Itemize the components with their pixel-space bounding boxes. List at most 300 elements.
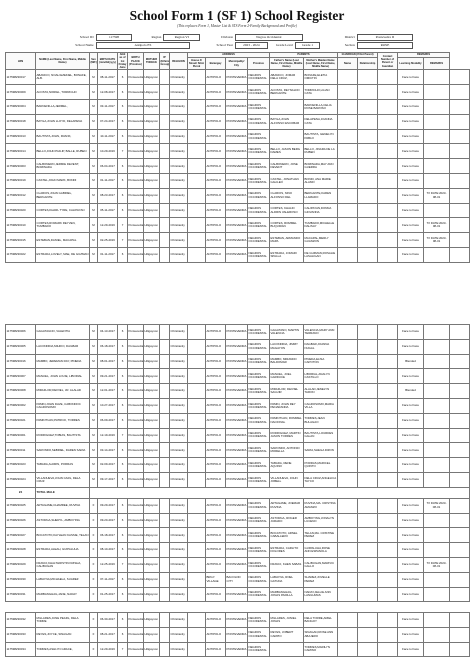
birthplace-cell: Pontevedra	[128, 472, 144, 487]
extra-remark-cell	[450, 129, 470, 144]
mother-cell: AMBOYING,JONALYN LUCENO	[304, 513, 338, 528]
mother-cell: TORRES,JEAN BULAGAO	[304, 413, 338, 428]
modality-cell: Face to Face	[398, 498, 424, 513]
birthdate-cell: 01-11-2017	[98, 248, 118, 263]
guardian-name-cell	[338, 587, 358, 602]
name-cell: TABADA,ALDRIN, PORRAS	[36, 458, 90, 473]
father-cell: MARBANGHAG, JONAS PADILLA	[270, 587, 304, 602]
sex-cell: M	[90, 384, 98, 399]
ip-cell	[160, 203, 170, 218]
birthplace-cell: Pontevedra	[128, 325, 144, 340]
modality-cell: Face to Face	[398, 218, 424, 233]
name-cell: TORRES,ASHLYN GRACE,	[36, 642, 90, 657]
contact-cell	[378, 174, 398, 189]
city-cell: PONTEVEDRA	[226, 159, 248, 174]
religion-cell: Christianity	[170, 572, 188, 587]
birthplace-cell: Pontevedra	[128, 528, 144, 543]
city-cell: PONTEVEDRA	[226, 513, 248, 528]
city-cell: PONTEVEDRA	[226, 613, 248, 628]
father-cell: CORTES, ROMMEL BUQUIRAN	[270, 218, 304, 233]
relationship-cell	[358, 458, 378, 473]
barangay-cell: ANTIPOLO	[206, 354, 226, 369]
barangay-cell: ANTIPOLO	[206, 159, 226, 174]
mother-cell: DAGBAR,JOANNA NUGAL	[304, 339, 338, 354]
mother-tongue-cell: Hiligaynon	[144, 572, 160, 587]
city-cell: PONTEVEDRA	[226, 528, 248, 543]
section-label: Section	[344, 43, 355, 47]
lrn-cell: 117598230017	[6, 70, 36, 85]
contact-cell	[378, 557, 398, 572]
remark-cell	[424, 513, 450, 528]
ip-cell	[160, 85, 170, 100]
mother-tongue-cell: Hiligaynon	[144, 129, 160, 144]
extra-remark-cell	[450, 528, 470, 543]
province-cell: NEGROS OCCIDENTAL	[248, 248, 270, 263]
street-cell	[188, 144, 206, 159]
age-cell: 6	[118, 627, 128, 642]
religion-cell: Christianity	[170, 188, 188, 203]
birthdate-cell: 09-17-2017	[98, 472, 118, 487]
birthplace-cell: Pontevedra	[128, 85, 144, 100]
religion-cell: Christianity	[170, 203, 188, 218]
mother-cell: RUVINA,MA. CRISTINA AMANZO	[304, 498, 338, 513]
street-cell	[188, 572, 206, 587]
name-cell: CASTEL,JOHN MARK, BONDI	[36, 174, 90, 189]
table-row	[6, 572, 470, 587]
street-cell	[188, 498, 206, 513]
age-cell: 6	[118, 543, 128, 558]
col-sex: Sex (M/F)	[90, 53, 98, 70]
modality-cell: Face to Face	[398, 159, 424, 174]
guardian-name-cell	[338, 413, 358, 428]
lrn-cell: 117598230009	[6, 85, 36, 100]
school-info-row-1	[53, 33, 413, 41]
guardian-name-cell	[338, 85, 358, 100]
grade-label: Grade Level	[276, 43, 293, 47]
relationship-cell	[358, 384, 378, 399]
col-relationship: Relationship	[358, 57, 378, 70]
lrn-cell: 117598230029	[6, 557, 36, 572]
relationship-cell	[358, 513, 378, 528]
barangay-cell: ANTIPOLO	[206, 174, 226, 189]
modality-cell: Face to Face	[398, 398, 424, 413]
street-cell	[188, 528, 206, 543]
table-row	[6, 413, 470, 428]
guardian-name-cell	[338, 369, 358, 384]
ip-cell	[160, 188, 170, 203]
table-row	[6, 114, 470, 129]
province-cell: NEGROS OCCIDENTAL	[248, 369, 270, 384]
province-cell: NEGROS OCCIDENTAL	[248, 543, 270, 558]
barangay-cell: ANTIPOLO	[206, 398, 226, 413]
name-cell: BAUTISTA,JOHN, FRANK,	[36, 129, 90, 144]
religion-cell: Christianity	[170, 458, 188, 473]
birthplace-cell: Pontevedra	[128, 354, 144, 369]
guardian-name-cell	[338, 144, 358, 159]
guardian-name-cell	[338, 384, 358, 399]
street-cell	[188, 557, 206, 572]
extra-remark-cell	[450, 114, 470, 129]
father-cell: LABAYNA, ROEL GATUDA	[270, 572, 304, 587]
remark-cell	[424, 129, 450, 144]
section-value: ROSE	[357, 42, 413, 49]
religion-cell: Christianity	[170, 70, 188, 85]
birthdate-cell: 06-09-2017	[98, 413, 118, 428]
age-cell: 6	[118, 129, 128, 144]
mother-cell: PORRAS,MARICEL QUINTO	[304, 458, 338, 473]
father-cell: TABADA, RENE AQUINO	[270, 458, 304, 473]
father-cell: MILLARES, JUNIEL JONAS	[270, 613, 304, 628]
province-cell: NEGROS OCCIDENTAL	[248, 129, 270, 144]
guardian-name-cell	[338, 642, 358, 657]
father-cell: MIRAFLOR, DEIVIEL SAGUIR	[270, 384, 304, 399]
contact-cell	[378, 248, 398, 263]
father-cell: BOCATOTO, ARNEL CABALLERO	[270, 528, 304, 543]
age-cell: 6	[118, 114, 128, 129]
ip-cell	[160, 528, 170, 543]
city-cell: PONTEVEDRA	[226, 174, 248, 189]
birthdate-cell: 06-18-2017	[98, 339, 118, 354]
mother-tongue-cell: Hiligaynon	[144, 203, 160, 218]
street-cell	[188, 70, 206, 85]
age-cell: 6	[118, 472, 128, 487]
province-cell: NEGROS OCCIDENTAL	[248, 325, 270, 340]
age-cell: 6	[118, 613, 128, 628]
contact-cell	[378, 114, 398, 129]
birthplace-cell: Pontevedra	[128, 398, 144, 413]
lrn-cell: 117598230031	[6, 587, 36, 602]
province-cell: NEGROS OCCIDENTAL	[248, 114, 270, 129]
religion-cell: Christianity	[170, 248, 188, 263]
name-cell: GAGATAGNO, VALENTIA	[36, 325, 90, 340]
relationship-cell	[358, 114, 378, 129]
mother-tongue-cell: Hiligaynon	[144, 144, 160, 159]
name-cell: MANUEL, JOHN LOUIE, LIBORIAL	[36, 369, 90, 384]
register-table-middle	[5, 324, 470, 602]
remark-cell: T/I DATE:2023-08-31	[424, 233, 450, 248]
mother-cell: TORRES,MARILYN CAMINO	[304, 642, 338, 657]
city-cell: PONTEVEDRA	[226, 587, 248, 602]
street-cell	[188, 203, 206, 218]
street-cell	[188, 129, 206, 144]
remark-cell	[424, 528, 450, 543]
lrn-cell: 117598230034	[6, 642, 36, 657]
province-cell: NEGROS OCCIDENTAL	[248, 398, 270, 413]
register-table-bottom	[5, 612, 470, 657]
father-cell: RODRIGUEZ, MARTIN JASON TORRES	[270, 428, 304, 443]
mother-cell: CALIPAYAN,DONNA GIOVANNA	[304, 203, 338, 218]
birthdate-cell: 07-24-2017	[98, 114, 118, 129]
guardian-name-cell	[338, 627, 358, 642]
mother-cell: BONDI, ANA MARIE ALAMO	[304, 174, 338, 189]
sex-cell: M	[90, 70, 98, 85]
mother-cell: DELA CRUZ,ANGELICA TAYCO	[304, 472, 338, 487]
sex-cell: F	[90, 528, 98, 543]
col-name: NAME (Last Name, First Name, Middle Name)	[36, 53, 90, 70]
ip-cell	[160, 218, 170, 233]
remark-cell	[424, 144, 450, 159]
birthdate-cell: 03-11-2017	[98, 100, 118, 115]
extra-remark-cell	[450, 587, 470, 602]
street-cell	[188, 85, 206, 100]
age-cell: 6	[118, 339, 128, 354]
father-cell: SARONDO, ANTONIO MORELLA	[270, 443, 304, 458]
ip-cell	[160, 398, 170, 413]
religion-cell: Christianity	[170, 325, 188, 340]
religion-cell: Christianity	[170, 114, 188, 129]
barangay-cell: ANTIPOLO	[206, 114, 226, 129]
birthplace-cell: Pontevedra	[128, 498, 144, 513]
lrn-cell: 117598230002	[6, 398, 36, 413]
relationship-cell	[358, 543, 378, 558]
table-row	[6, 174, 470, 189]
name-cell: PAMINTUAN,PATRICK, TORRES	[36, 413, 90, 428]
remark-cell	[424, 428, 450, 443]
extra-remark-cell	[450, 354, 470, 369]
age-cell: 7	[118, 218, 128, 233]
district-label: District	[344, 35, 355, 39]
mother-cell: VALENCIA,MARY ANN TERRANO	[304, 325, 338, 340]
barangay-cell: ANTIPOLO	[206, 472, 226, 487]
province-cell: NEGROS OCCIDENTAL	[248, 188, 270, 203]
father-cell: BATILA,JOHN ALFONSO ESCOBAR	[270, 114, 304, 129]
sex-cell: M	[90, 100, 98, 115]
barangay-cell: ANTIPOLO	[206, 129, 226, 144]
mother-tongue-cell: Hiligaynon	[144, 188, 160, 203]
guardian-name-cell	[338, 114, 358, 129]
guardian-name-cell	[338, 528, 358, 543]
mother-tongue-cell: Hiligaynon	[144, 557, 160, 572]
division-value: Negros Occidental	[235, 34, 303, 41]
contact-cell	[378, 203, 398, 218]
relationship-cell	[358, 369, 378, 384]
grade-value: Grade 1	[295, 42, 320, 49]
sex-cell: F	[90, 587, 98, 602]
street-cell	[188, 613, 206, 628]
age-cell: 6	[118, 100, 128, 115]
birthdate-cell: 03-14-2017	[98, 443, 118, 458]
name-cell: ACOSTA,NORIEL, TORRICHO	[36, 85, 90, 100]
guardian-name-cell	[338, 129, 358, 144]
relationship-cell	[358, 498, 378, 513]
mother-tongue-cell: Hiligaynon	[144, 325, 160, 340]
contact-cell	[378, 339, 398, 354]
father-cell: ESTRADA, JOMARI SPALLA	[270, 248, 304, 263]
remark-cell: T/I DATE:2023-08-31	[424, 498, 450, 513]
barangay-cell: ANTIPOLO	[206, 188, 226, 203]
father-cell: ARTAGAME, JOEMAR RUVINA	[270, 498, 304, 513]
birthdate-cell: 12-29-2016	[98, 642, 118, 657]
mother-tongue-cell: Hiligaynon	[144, 472, 160, 487]
extra-remark-cell	[450, 458, 470, 473]
mother-tongue-cell: Hiligaynon	[144, 218, 160, 233]
province-cell: NEGROS OCCIDENTAL	[248, 627, 270, 642]
contact-cell	[378, 398, 398, 413]
father-cell: MANUEL, JOEL GARDUCE	[270, 369, 304, 384]
mother-cell: MACAPAL,MERLY GUANZON	[304, 233, 338, 248]
mother-tongue-cell: Hiligaynon	[144, 587, 160, 602]
city-cell: PONTEVEDRA	[226, 339, 248, 354]
school-name-label: School Name	[75, 43, 94, 47]
province-cell: NEGROS OCCIDENTAL	[248, 413, 270, 428]
birthdate-cell: 07-11-2017	[98, 572, 118, 587]
extra-remark-cell	[450, 174, 470, 189]
barangay-cell: ANTIPOLO	[206, 339, 226, 354]
contact-cell	[378, 472, 398, 487]
barangay-cell: ANTIPOLO	[206, 613, 226, 628]
city-cell: PONTEVEDRA	[226, 203, 248, 218]
guardian-name-cell	[338, 428, 358, 443]
col-city: Municipality/ City	[226, 57, 248, 70]
extra-remark-cell	[450, 369, 470, 384]
sex-cell: M	[90, 129, 98, 144]
name-cell: MIRAFLOR,DEIVIEL, JR. ALALAD	[36, 384, 90, 399]
birthplace-cell: Pontevedra	[128, 188, 144, 203]
mother-cell: GUIPALUHA,ROSE ANN ESPANOLA	[304, 543, 338, 558]
lrn-cell: 117598230019	[6, 174, 36, 189]
name-cell: SARONDO,SEBRIEL, DAREN SARIA	[36, 443, 90, 458]
name-cell: PAMIN,JOHN DAVE, CABONDOC CAGROSOMO	[36, 398, 90, 413]
extra-remark-cell	[450, 398, 470, 413]
group-remarks: REMARKS	[398, 53, 450, 58]
modality-cell: Face to Face	[398, 114, 424, 129]
street-cell	[188, 325, 206, 340]
religion-cell: Christianity	[170, 144, 188, 159]
street-cell	[188, 458, 206, 473]
guardian-name-cell	[338, 513, 358, 528]
extra-remark-cell	[450, 472, 470, 487]
father-cell: PAMINTUAN, ROMMEL NACIONAL	[270, 413, 304, 428]
province-cell: NEGROS OCCIDENTAL	[248, 384, 270, 399]
page-subtitle: (This replaces Form 1, Master List & STS Form 2-Family Background and Profile)	[177, 24, 297, 28]
province-cell: NEGROS OCCIDENTAL	[248, 159, 270, 174]
col-age: AGE as of 1st Friday June	[118, 53, 127, 70]
table-row	[6, 498, 470, 513]
father-cell: PAMIN, JOHN REY PENARANDA	[270, 398, 304, 413]
table-row	[6, 129, 470, 144]
religion-cell: Christianity	[170, 129, 188, 144]
city-cell: PONTEVEDRA	[226, 642, 248, 657]
province-cell: NEGROS OCCIDENTAL	[248, 85, 270, 100]
street-cell	[188, 174, 206, 189]
lrn-cell: 117598230030	[6, 572, 36, 587]
birthdate-cell: 04-13-2017	[98, 325, 118, 340]
mother-cell: BARCENILLA,CELIA ROSE BAROSO	[304, 100, 338, 115]
birthdate-cell: 08-01-2017	[98, 354, 118, 369]
name-cell: BOCATOTO,KAYLEAN KASSIE, TELAN	[36, 528, 90, 543]
ip-cell	[160, 384, 170, 399]
extra-remark-cell	[450, 513, 470, 528]
extra-remark-cell	[450, 85, 470, 100]
province-cell: NEGROS OCCIDENTAL	[248, 513, 270, 528]
lrn-cell: 117598230006	[6, 325, 36, 340]
table-row	[6, 188, 470, 203]
relationship-cell	[358, 248, 378, 263]
religion-cell: Christianity	[170, 428, 188, 443]
city-cell: PONTEVEDRA	[226, 218, 248, 233]
religion-cell: Christianity	[170, 627, 188, 642]
barangay-cell: ANTIPOLO	[206, 443, 226, 458]
sex-cell: M	[90, 354, 98, 369]
birthdate-cell: 12-19-2016	[98, 428, 118, 443]
extra-remark-cell	[450, 413, 470, 428]
barangay-cell: ANTIPOLO	[206, 369, 226, 384]
modality-cell: Face to Face	[398, 572, 424, 587]
relationship-cell	[358, 144, 378, 159]
ip-cell	[160, 233, 170, 248]
region-value: Region VI	[163, 34, 200, 41]
relationship-cell	[358, 85, 378, 100]
mother-tongue-cell: Hiligaynon	[144, 369, 160, 384]
table-row	[6, 513, 470, 528]
ip-cell	[160, 413, 170, 428]
col-father: Father's Name (Last Name, First Name, Middle Name)	[270, 58, 303, 69]
extra-remark-cell	[450, 543, 470, 558]
city-cell: PONTEVEDRA	[226, 248, 248, 263]
school-info-header	[53, 33, 413, 49]
table-row	[6, 369, 470, 384]
birthdate-cell: 01-25-2017	[98, 587, 118, 602]
birthplace-cell: Pontevedra	[128, 557, 144, 572]
guardian-name-cell	[338, 498, 358, 513]
contact-cell	[378, 129, 398, 144]
col-contact: Contact Number of Parent or Guardian	[378, 53, 398, 70]
religion-cell: Christianity	[170, 443, 188, 458]
mother-cell: SINAGAN,ROSE ANN ABAJERO	[304, 627, 338, 642]
ip-cell	[160, 70, 170, 85]
ip-cell	[160, 325, 170, 340]
sex-cell: M	[90, 398, 98, 413]
remark-cell	[424, 627, 450, 642]
barangay-cell: ANTIPOLO	[206, 557, 226, 572]
contact-cell	[378, 428, 398, 443]
province-cell: NEGROS OCCIDENTAL	[248, 218, 270, 233]
street-cell	[188, 159, 206, 174]
father-cell	[270, 100, 304, 115]
street-cell	[188, 428, 206, 443]
remark-cell	[424, 458, 450, 473]
guardian-name-cell	[338, 613, 358, 628]
guardian-name-cell	[338, 398, 358, 413]
guardian-name-cell	[338, 203, 358, 218]
lrn-cell: 117598230032	[6, 613, 36, 628]
remark-cell	[424, 472, 450, 487]
modality-cell: Face to Face	[398, 70, 424, 85]
age-cell: 6	[118, 188, 128, 203]
contact-cell	[378, 384, 398, 399]
province-cell: NEGROS OCCIDENTAL	[248, 233, 270, 248]
religion-cell: Christianity	[170, 218, 188, 233]
street-cell	[188, 384, 206, 399]
sex-cell: F	[90, 498, 98, 513]
mother-cell: BONAFE,ELETIA OMICTIN	[304, 70, 338, 85]
birthdate-cell: 12-01-2017	[98, 384, 118, 399]
barangay-cell: ANTIPOLO	[206, 513, 226, 528]
ip-cell	[160, 443, 170, 458]
father-cell: ESTEBAN, ARMANDO MAPA	[270, 233, 304, 248]
mother-cell: SARIA,SHEILA DIZON	[304, 443, 338, 458]
religion-cell: Christianity	[170, 543, 188, 558]
extra-remark-cell	[450, 339, 470, 354]
age-cell: 7	[118, 428, 128, 443]
ip-cell	[160, 458, 170, 473]
age-cell: 6	[118, 458, 128, 473]
city-cell: PONTEVEDRA	[226, 100, 248, 115]
learner-rows-section-3	[6, 498, 470, 602]
age-cell: 6	[118, 413, 128, 428]
religion-cell: Christianity	[170, 369, 188, 384]
age-cell: 6	[118, 174, 128, 189]
